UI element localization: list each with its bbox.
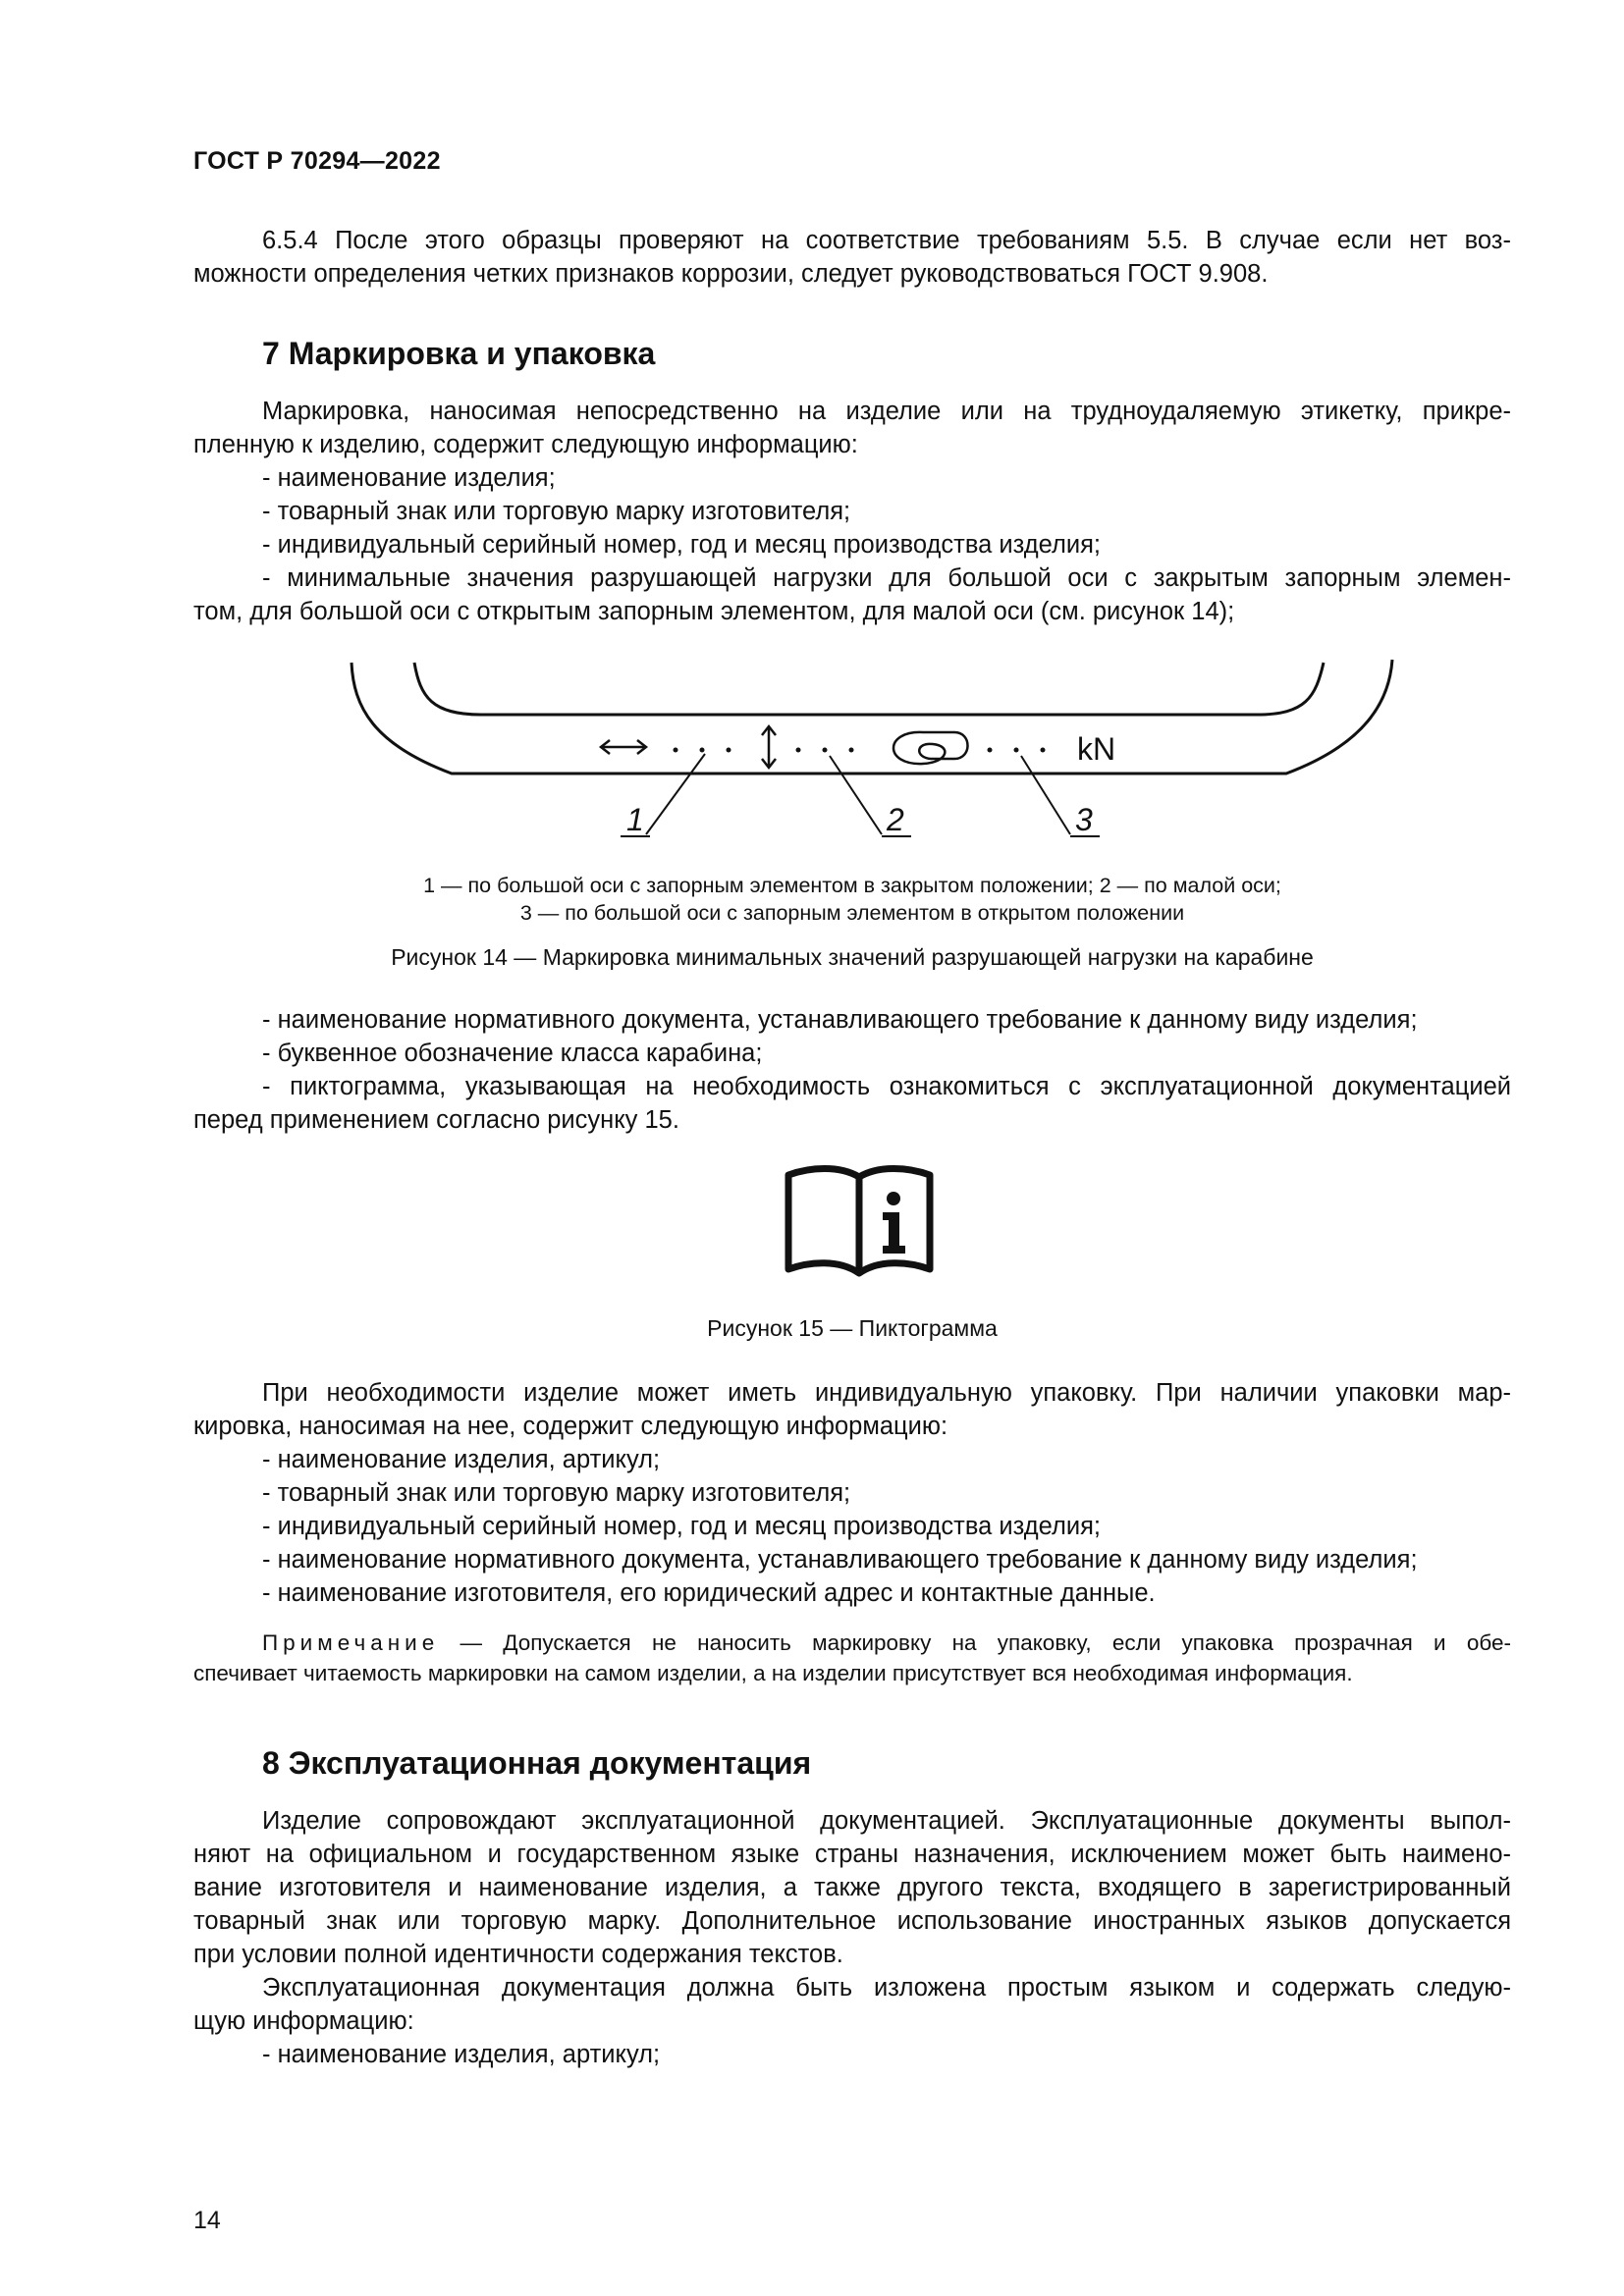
paragraph-line: перед применением согласно рисунку 15. (193, 1106, 679, 1134)
section-7-intro (193, 395, 1511, 461)
list-item: - индивидуальный серийный номер, год и месяц производства изделия; (262, 1513, 1101, 1540)
paragraph-line: вание изготовителя и наименование изделия, а также другого текста, входящего в зарегистрированный (193, 1874, 1511, 1901)
carabiner-outline (352, 660, 1392, 774)
paragraph-line: - пиктограмма, указывающая на необходимость ознакомиться с эксплуатационной документацией (262, 1073, 1511, 1100)
list-item: - наименование изделия; (262, 464, 556, 492)
paragraph-line: При необходимости изделие может иметь индивидуальную упаковку. При наличии упаковки мар- (262, 1379, 1511, 1407)
figure-14-caption: Рисунок 14 — Маркировка минимальных значений разрушающей нагрузки на карабине (391, 944, 1314, 970)
note (193, 1628, 1511, 1688)
list-item: - товарный знак или торговую марку изготовителя; (262, 1479, 851, 1507)
section-8-paragraph-2 (193, 1971, 1511, 2038)
note-line: спечивает читаемость маркировки на самом изделии, а на изделии присутствует вся необходимая информация. (193, 1661, 1353, 1685)
unit-label: kN (1077, 731, 1116, 767)
list-item: - индивидуальный серийный номер, год и месяц производства изделия; (262, 531, 1101, 559)
section-8-title: 8 Эксплуатационная документация (262, 1745, 812, 1781)
paragraph-line: товарный знак или торговую марку. Дополнительное использование иностранных языков допускается (193, 1907, 1511, 1935)
figure-14-legend (193, 872, 1511, 927)
value-dots-2 (796, 748, 854, 753)
paragraph-line: Изделие сопровождают эксплуатационной документацией. Эксплуатационные документы выпол- (262, 1807, 1511, 1835)
paragraph-6-5-4 (193, 224, 1511, 291)
callout-3: 3 (1075, 802, 1093, 837)
double-arrow-horizontal-icon (601, 740, 646, 754)
paragraph-line: Маркировка, наносимая непосредственно на изделие или на трудноудаляемую этикетку, прикре- (262, 398, 1511, 425)
list-item: - наименование изделия, артикул; (262, 1446, 661, 1473)
paragraph-line: пленную к изделию, содержит следующую информацию: (193, 431, 858, 458)
note-text: — Допускается не наносить маркировку на упаковку, если упаковка прозрачная и обе- (439, 1630, 1511, 1655)
page-number: 14 (193, 2207, 221, 2234)
paragraph-line: щую информацию: (193, 2007, 414, 2035)
read-manual-pictogram-icon (781, 1163, 938, 1281)
figure-15-caption: Рисунок 15 — Пиктограмма (707, 1315, 998, 1341)
note-label: Примечание (262, 1630, 440, 1655)
list-item: - наименование нормативного документа, устанавливающего требование к данному виду изделия; (262, 1006, 1418, 1034)
list-item: - товарный знак или торговую марку изготовителя; (262, 498, 851, 525)
double-arrow-vertical-icon (762, 726, 776, 768)
paragraph-line: при условии полной идентичности содержания текстов. (193, 1941, 843, 1968)
carabiner-inner-outline (414, 663, 1324, 715)
open-gate-icon (893, 732, 968, 764)
list-item-pictogram (193, 1070, 1511, 1137)
callout-2: 2 (887, 802, 904, 837)
callout-1: 1 (626, 802, 644, 837)
note-line (193, 1628, 1511, 1658)
list-item: - наименование нормативного документа, устанавливающего требование к данному виду изделия; (262, 1546, 1418, 1574)
list-item-load-values (193, 561, 1511, 628)
paragraph-line: Эксплуатационная документация должна быть изложена простым языком и содержать следую- (262, 1974, 1511, 2002)
list-item: - наименование изделия, артикул; (262, 2041, 661, 2068)
legend-line: 3 — по большой оси с запорным элементом в открытом положении (519, 901, 1185, 925)
legend-line: 1 — по большой оси с запорным элементом в закрытом положении; 2 — по малой оси; (423, 874, 1281, 897)
paragraph-line: можности определения четких признаков коррозии, следует руководствоваться ГОСТ 9.908. (193, 260, 1269, 288)
value-dots-3 (988, 748, 1046, 753)
paragraph-line: няют на официальном и государственном языке страны назначения, исключением может быть наимено- (193, 1841, 1511, 1868)
document-header: ГОСТ Р 70294—2022 (193, 147, 441, 175)
leader-line-1 (646, 754, 705, 834)
paragraph-line: кировка, наносимая на нее, содержит следующую информацию: (193, 1413, 948, 1440)
paragraph-line: - минимальные значения разрушающей нагрузки для большой оси с закрытым запорным элемен- (262, 564, 1511, 592)
section-7-title: 7 Маркировка и упаковка (262, 336, 656, 371)
paragraph-line: 6.5.4 После этого образцы проверяют на соответствие требованиям 5.5. В случае если нет воз- (262, 227, 1511, 254)
value-dots-1 (674, 748, 731, 753)
paragraph-line: том, для большой оси с открытым запорным элементом, для малой оси (см. рисунок 14); (193, 598, 1235, 625)
list-item: - наименование изготовителя, его юридический адрес и контактные данные. (262, 1579, 1156, 1607)
figure-14-carabiner-marking (334, 648, 1434, 854)
leader-line-3 (1021, 756, 1070, 834)
packaging-paragraph (193, 1376, 1511, 1443)
leader-line-2 (830, 756, 882, 834)
section-8-paragraph-1 (193, 1804, 1511, 1971)
list-item: - буквенное обозначение класса карабина; (262, 1040, 763, 1067)
